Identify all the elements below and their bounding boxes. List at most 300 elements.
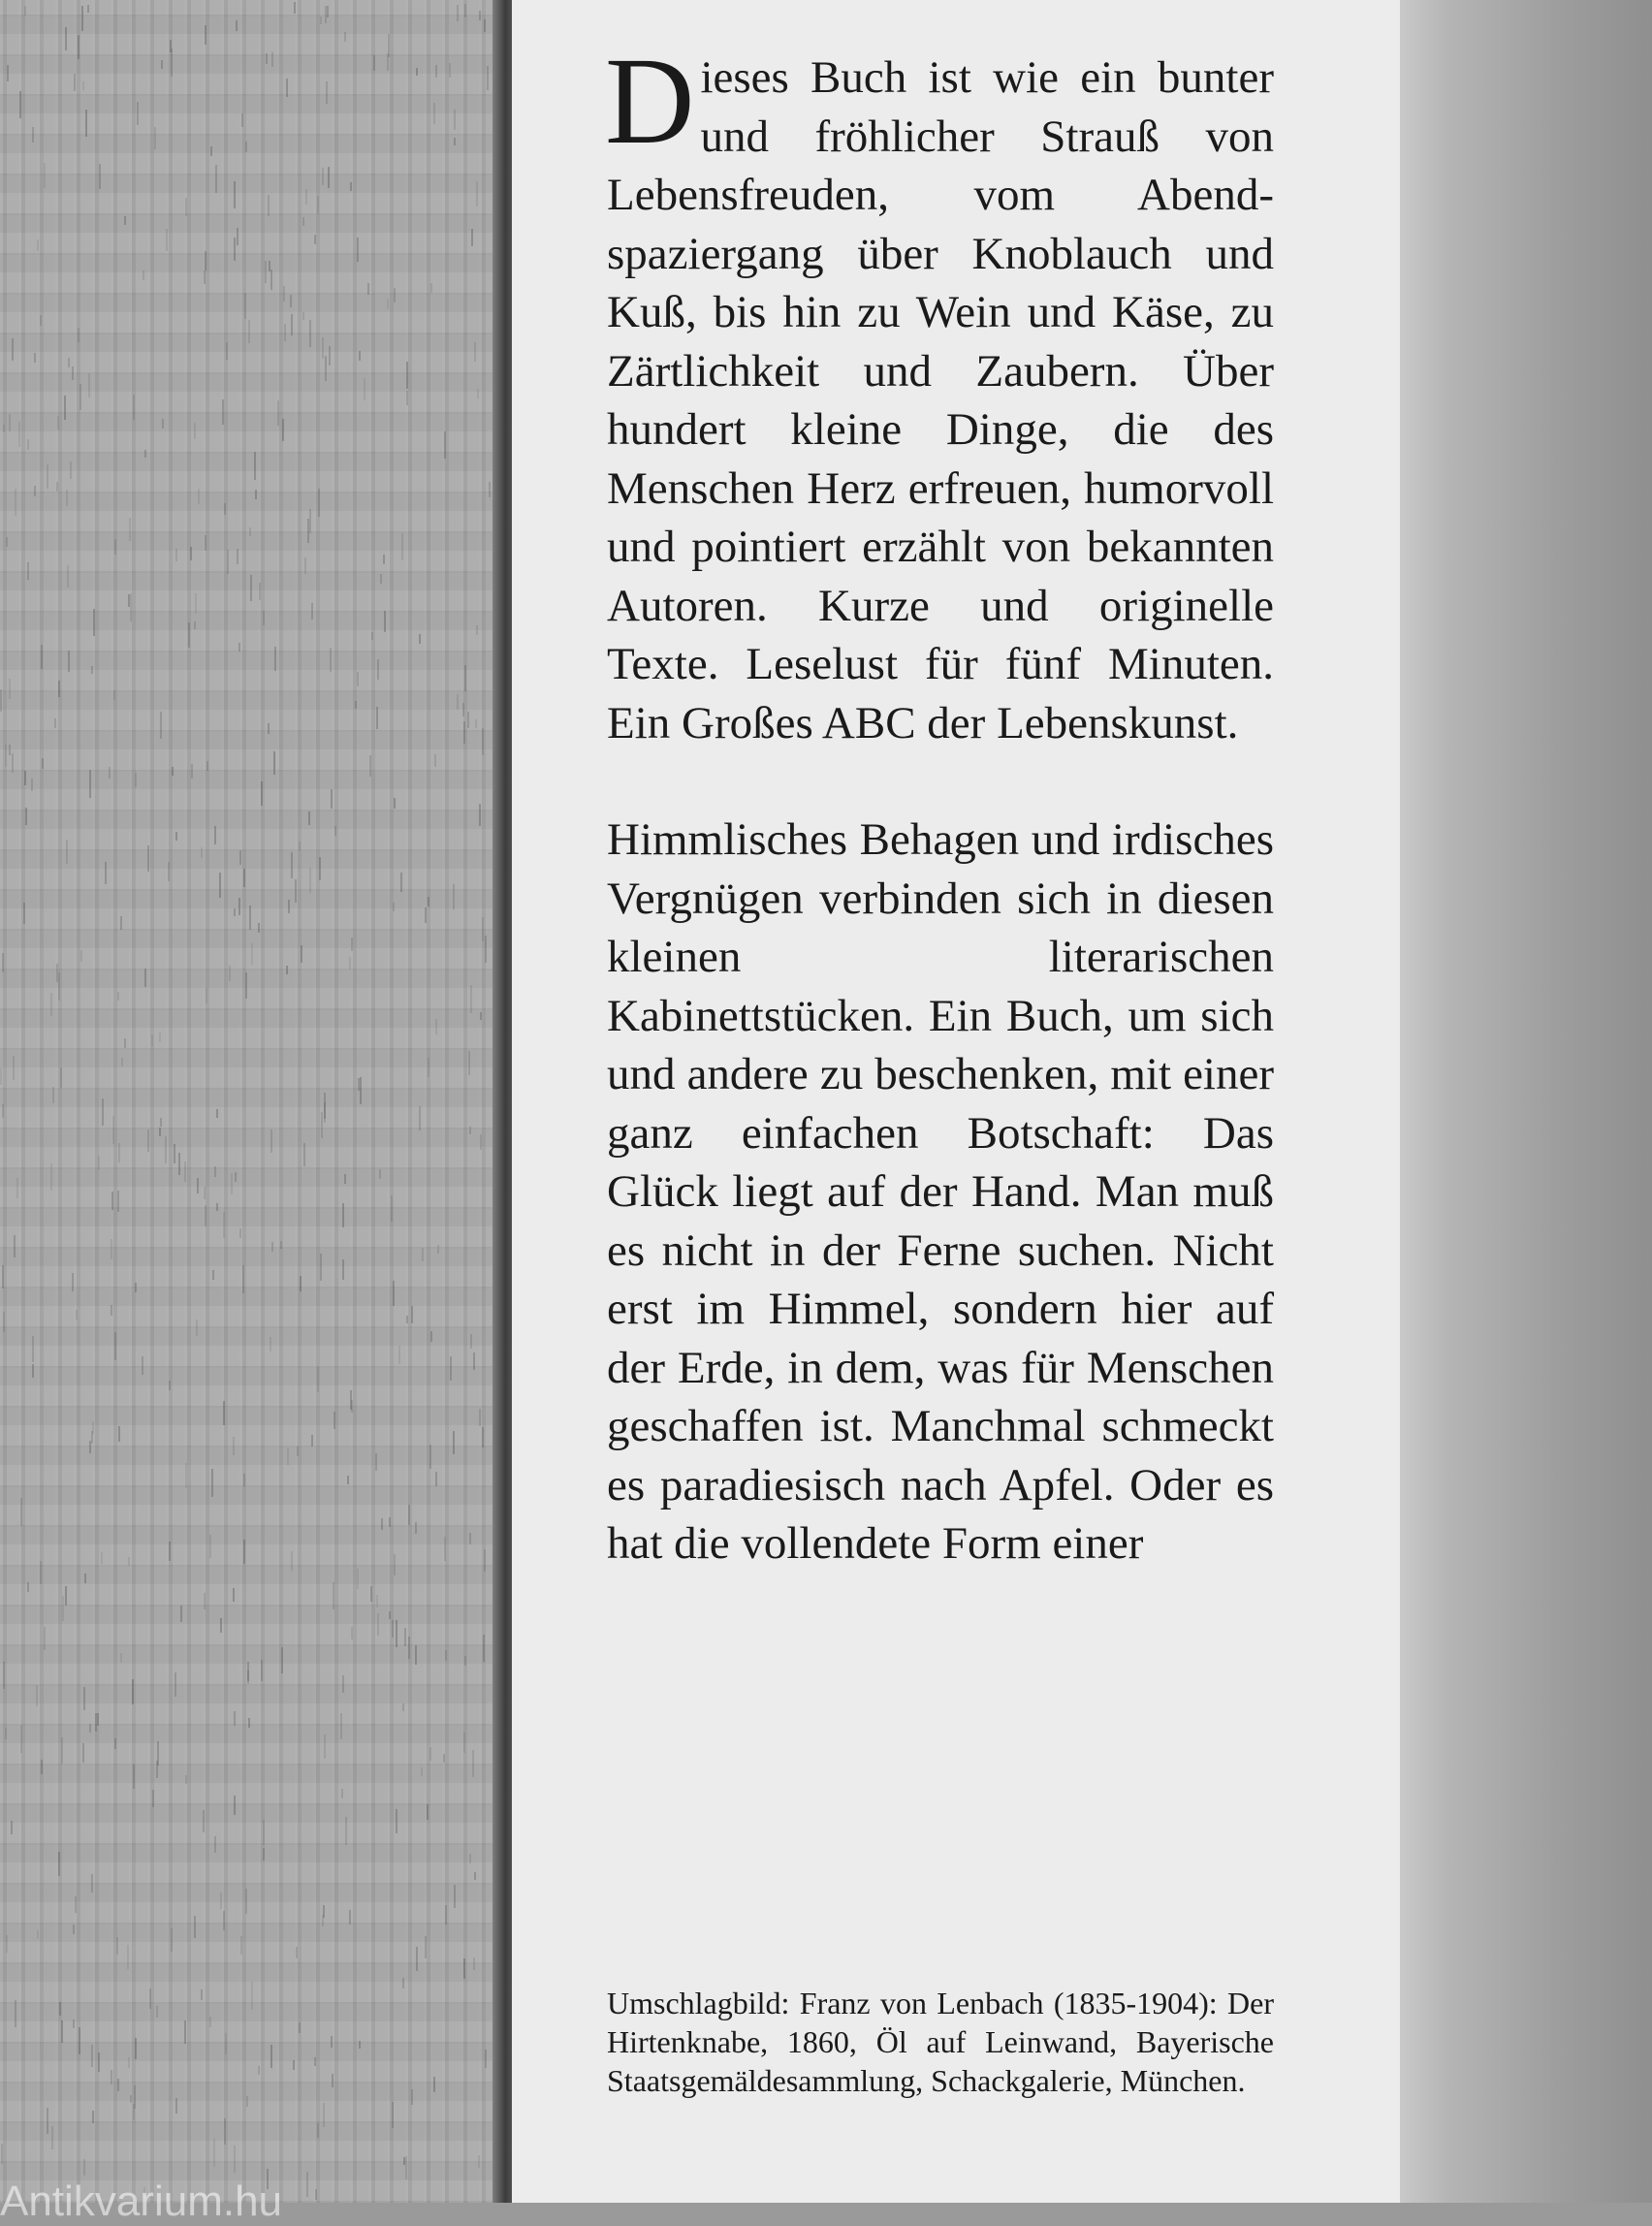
wood-grain-mark	[152, 1790, 154, 1807]
wood-grain-mark	[249, 527, 251, 536]
wood-grain-mark	[403, 2157, 405, 2165]
wood-grain-mark	[454, 1885, 456, 1908]
wood-grain-mark	[371, 632, 373, 640]
wood-grain-mark	[391, 1195, 393, 1222]
wood-grain-mark	[294, 2, 296, 14]
wood-grain-mark	[341, 1789, 343, 1798]
wood-grain-mark	[222, 399, 224, 425]
wood-grain-mark	[205, 535, 206, 551]
wood-grain-mark	[226, 342, 228, 360]
wood-grain-mark	[309, 868, 311, 893]
wood-grain-mark	[291, 314, 293, 335]
wood-grain-mark	[196, 1320, 198, 1336]
wood-grain-mark	[433, 103, 435, 124]
wood-grain-mark	[205, 1205, 206, 1226]
wood-grain-mark	[9, 745, 11, 755]
wood-grain-mark	[317, 1367, 319, 1392]
wood-grain-mark	[475, 719, 477, 728]
wood-grain-mark	[220, 1618, 222, 1633]
wood-grain-mark	[480, 1012, 482, 1020]
wood-grain-mark	[175, 832, 177, 841]
wood-grain-mark	[171, 48, 173, 77]
wood-grain-mark	[487, 66, 489, 90]
wood-grain-mark	[114, 1738, 116, 1749]
wood-grain-mark	[52, 1087, 54, 1103]
wood-grain-mark	[340, 1713, 342, 1739]
wood-grain-mark	[457, 5, 459, 21]
wood-grain-mark	[204, 1187, 206, 1199]
wood-grain-mark	[83, 2159, 85, 2176]
wood-grain-mark	[421, 1767, 423, 1776]
wood-grain-mark	[383, 555, 385, 564]
wood-grain-mark	[180, 1606, 182, 1622]
wood-grain-mark	[324, 1102, 326, 1123]
wood-grain-mark	[401, 533, 403, 560]
wood-grain-mark	[9, 414, 11, 431]
wood-grain-mark	[204, 1593, 206, 1609]
spine-shadow	[492, 0, 514, 2203]
wood-grain-mark	[463, 1733, 465, 1753]
wood-grain-mark	[178, 1153, 180, 1175]
wood-grain-mark	[445, 1650, 447, 1661]
wood-grain-mark	[435, 65, 437, 78]
wood-grain-mark	[357, 1569, 359, 1589]
wood-grain-mark	[345, 1817, 347, 1845]
wood-grain-mark	[284, 324, 286, 341]
wood-grain-mark	[91, 2045, 93, 2067]
wood-grain-mark	[299, 2022, 301, 2033]
drop-cap: D	[605, 32, 695, 170]
wood-grain-mark	[111, 2070, 112, 2084]
wood-grain-mark	[479, 11, 481, 20]
wood-grain-mark	[388, 34, 390, 57]
wood-grain-mark	[355, 701, 357, 709]
wood-grain-mark	[117, 992, 119, 1001]
wood-grain-mark	[14, 1235, 16, 1257]
wood-grain-mark	[254, 452, 256, 480]
wood-grain-mark	[165, 1136, 167, 1163]
wood-grain-mark	[406, 362, 408, 389]
wood-grain-mark	[159, 1128, 161, 1136]
wood-grain-mark	[308, 811, 310, 825]
wood-grain-mark	[214, 1836, 216, 1853]
wood-grain-mark	[286, 79, 288, 97]
wood-grain-mark	[245, 972, 247, 999]
wood-grain-mark	[435, 1019, 437, 1034]
wood-grain-mark	[175, 549, 177, 561]
wood-grain-mark	[58, 681, 60, 697]
wood-grain-mark	[198, 489, 200, 504]
wood-grain-mark	[384, 611, 386, 632]
wood-grain-mark	[306, 2172, 308, 2197]
wood-grain-mark	[349, 957, 351, 970]
wood-grain-mark	[318, 489, 320, 517]
wood-grain-mark	[350, 182, 352, 191]
wood-grain-mark	[415, 1645, 417, 1665]
wood-grain-mark	[149, 1988, 151, 2009]
wood-grain-mark	[251, 943, 253, 965]
wood-grain-mark	[470, 1334, 472, 1349]
wood-grain-mark	[7, 65, 9, 81]
wood-grain-mark	[44, 1627, 46, 1650]
wood-grain-mark	[58, 972, 60, 1001]
wood-grain-mark	[98, 2052, 100, 2072]
wood-grain-mark	[81, 6, 83, 31]
wood-grain-mark	[60, 1067, 62, 1088]
wood-grain-mark	[302, 312, 304, 320]
wood-grain-mark	[0, 1067, 2, 1085]
wood-grain-mark	[434, 754, 436, 767]
wood-grain-mark	[47, 2108, 48, 2134]
wood-grain-mark	[402, 1703, 404, 1711]
wood-grain-mark	[270, 1129, 272, 1153]
wood-grain-mark	[31, 779, 33, 791]
wood-grain-mark	[342, 1675, 344, 1693]
wood-grain-mark	[210, 146, 212, 156]
wood-grain-mark	[160, 1118, 162, 1127]
wood-grain-mark	[91, 666, 93, 674]
wood-grain-mark	[234, 2146, 236, 2173]
wood-grain-mark	[328, 167, 330, 188]
wood-grain-mark	[185, 198, 187, 216]
wood-grain-mark	[156, 2006, 158, 2018]
wood-grain-mark	[237, 228, 238, 245]
wood-grain-mark	[302, 217, 304, 226]
wood-grain-mark	[408, 1505, 410, 1525]
wood-grain-mark	[144, 969, 146, 987]
wood-grain-mark	[204, 270, 206, 284]
wood-grain-mark	[92, 2111, 94, 2123]
wood-grain-mark	[1, 2144, 3, 2164]
wood-grain-mark	[201, 847, 203, 858]
wood-grain-mark	[205, 25, 206, 45]
wood-grain-mark	[118, 1143, 120, 1162]
wood-grain-mark	[444, 431, 446, 459]
wood-grain-mark	[66, 840, 68, 864]
wood-grain-mark	[65, 27, 67, 50]
wood-grain-mark	[16, 1178, 18, 1198]
wood-grain-mark	[248, 1718, 250, 1728]
wood-grain-mark	[227, 550, 229, 574]
wood-grain-mark	[120, 916, 122, 930]
wood-grain-mark	[242, 1265, 244, 1293]
wood-grain-mark	[239, 1228, 241, 1238]
wood-grain-mark	[484, 19, 486, 32]
wood-grain-mark	[327, 6, 329, 17]
wood-grain-mark	[367, 283, 369, 295]
wood-grain-mark	[444, 1537, 446, 1561]
wood-grain-mark	[101, 1552, 103, 1564]
wood-grain-mark	[472, 1750, 474, 1777]
wood-grain-mark	[214, 826, 216, 844]
wood-grain-mark	[415, 1522, 417, 1534]
wood-grain-mark	[394, 798, 396, 809]
wood-grain-mark	[396, 1809, 397, 1833]
wood-grain-mark	[271, 1242, 273, 1252]
wood-grain-mark	[114, 1332, 116, 1360]
wood-grain-mark	[243, 1474, 245, 1486]
wood-grain-mark	[433, 2077, 435, 2092]
wood-grain-mark	[322, 337, 324, 359]
wood-grain-mark	[216, 1109, 218, 1118]
wood-grain-mark	[40, 315, 42, 326]
wood-grain-mark	[381, 1518, 383, 1530]
wood-grain-mark	[42, 758, 44, 769]
wood-grain-mark	[128, 2057, 130, 2068]
wood-grain-mark	[78, 328, 79, 342]
wood-grain-mark	[301, 945, 302, 963]
wood-grain-mark	[95, 1713, 97, 1732]
wood-grain-mark	[70, 461, 72, 479]
wood-grain-mark	[311, 1435, 313, 1447]
wood-grain-mark	[133, 1765, 135, 1789]
wood-grain-mark	[429, 1747, 431, 1761]
wood-grain-mark	[377, 1613, 379, 1636]
wood-grain-mark	[18, 422, 20, 447]
wood-grain-mark	[214, 1166, 216, 1177]
wood-grain-mark	[247, 1670, 249, 1684]
wood-grain-mark	[27, 562, 29, 580]
wood-grain-mark	[87, 5, 89, 13]
wood-grain-mark	[151, 1034, 153, 1047]
wood-grain-mark	[330, 648, 332, 672]
wood-grain-mark	[258, 2066, 260, 2075]
wood-grain-mark	[329, 346, 331, 366]
wood-grain-mark	[62, 1596, 64, 1621]
wood-grain-mark	[59, 2002, 61, 2016]
wood-grain-mark	[238, 898, 240, 915]
wood-grain-mark	[291, 852, 293, 878]
wood-grain-mark	[422, 1248, 424, 1261]
wood-grain-mark	[471, 229, 473, 246]
wood-grain-mark	[270, 1337, 271, 1352]
wood-grain-mark	[20, 1725, 22, 1753]
wood-grain-mark	[393, 903, 395, 911]
wood-grain-mark	[72, 1273, 74, 1291]
wood-grain-mark	[347, 1476, 349, 1484]
wood-grain-mark	[283, 286, 285, 302]
wood-grain-mark	[416, 68, 418, 76]
wood-grain-mark	[309, 320, 311, 347]
wood-grain-mark	[234, 1711, 236, 1726]
wood-grain-mark	[133, 395, 135, 420]
wood-grain-mark	[2, 1265, 4, 1288]
wood-grain-mark	[229, 966, 231, 981]
wood-grain-mark	[357, 672, 359, 686]
wood-grain-mark	[290, 295, 292, 307]
wood-grain-mark	[54, 718, 56, 728]
wood-grain-mark	[147, 1129, 149, 1152]
wood-grain-mark	[51, 2126, 53, 2149]
wood-grain-mark	[470, 985, 472, 1013]
wood-grain-mark	[32, 1364, 34, 1378]
wood-grain-mark	[102, 1098, 104, 1126]
wood-grain-mark	[370, 1586, 372, 1602]
wood-grain-mark	[213, 2139, 215, 2167]
wood-grain-mark	[111, 1305, 112, 1316]
wood-grain-mark	[50, 993, 52, 1016]
wood-grain-mark	[234, 181, 236, 208]
wood-grain-mark	[237, 549, 238, 564]
wood-grain-mark	[75, 1896, 77, 1913]
wood-grain-mark	[72, 366, 74, 380]
wood-grain-mark	[61, 2020, 63, 2043]
wood-grain-mark	[322, 1915, 324, 1926]
wood-grain-mark	[450, 1356, 452, 1381]
wood-grain-mark	[430, 1331, 432, 1342]
wood-grain-mark	[389, 1517, 391, 1527]
wood-grain-mark	[224, 503, 226, 515]
wood-grain-mark	[469, 1533, 471, 1544]
wood-grain-mark	[428, 1058, 429, 1077]
wood-grain-mark	[300, 1276, 302, 1291]
wood-grain-mark	[37, 239, 39, 251]
wood-grain-mark	[437, 1245, 439, 1254]
wood-grain-mark	[65, 1586, 67, 1606]
blurb-text	[605, 32, 1274, 1574]
wood-grain-mark	[121, 1058, 123, 1066]
wood-grain-mark	[485, 936, 487, 963]
wood-grain-mark	[369, 755, 371, 777]
wood-grain-mark	[359, 2041, 361, 2049]
wood-grain-mark	[317, 196, 319, 213]
wood-grain-mark	[124, 216, 126, 225]
wood-grain-mark	[3, 425, 5, 432]
wood-grain-mark	[474, 342, 476, 362]
blurb-paragraph-1	[605, 32, 1274, 752]
wood-grain-mark	[429, 1445, 431, 1469]
wood-grain-mark	[6, 1935, 8, 1953]
wood-grain-mark	[27, 1582, 29, 1592]
wood-grain-mark	[36, 1685, 38, 1706]
wood-grain-mark	[266, 53, 268, 64]
wood-grain-mark	[408, 1637, 410, 1659]
wood-grain-mark	[297, 1447, 299, 1456]
wood-grain-mark	[112, 1116, 114, 1144]
wood-grain-mark	[334, 1412, 335, 1429]
wood-grain-mark	[315, 2189, 317, 2200]
wood-grain-mark	[380, 574, 382, 584]
wood-grain-mark	[113, 690, 115, 700]
wood-grain-mark	[281, 1647, 283, 1673]
wood-grain-mark	[263, 1820, 265, 1845]
wood-grain-mark	[392, 1620, 394, 1638]
wood-grain-mark	[212, 1270, 214, 1280]
wood-grain-mark	[2, 953, 4, 972]
wood-grain-mark	[376, 707, 378, 729]
wood-grain-mark	[109, 767, 111, 779]
wood-grain-mark	[117, 2079, 119, 2091]
wood-grain-mark	[169, 1381, 171, 1390]
wood-grain-mark	[261, 1660, 263, 1681]
wood-grain-mark	[128, 1557, 130, 1566]
blurb-paragraph-1-text: ieses Buch ist wie ein bunter und fröhlicher Strauß von Lebensfreuden, vom Abendspaziergang über Knoblauch und Kuß, bis hin zu Wein und Käse, zu Zärtlichkeit und Zaubern. Über hundert kleine Dinge, die des Menschen Herz erfreuen, humorvoll und pointiert erzählt von bekannten Autoren. Kurze und originelle Texte. Leselust für fünf Minuten. Ein Großes ABC der Lebenskunst.	[607, 52, 1274, 748]
wood-grain-mark	[233, 1437, 235, 1455]
wood-grain-mark	[194, 423, 196, 439]
cover-image-credit: Umschlagbild: Franz von Lenbach (1835-1904): Der Hirtenknabe, 1860, Öl auf Leinwand, Bayerische Staatsgemäldesammlung, Schackgalerie, München.	[607, 1986, 1274, 2098]
blurb-paragraph-2: Himmlisches Behagen und irdisches Vergnügen verbinden sich in diesen kleinen literarischen Kabinettstücken. Ein Buch, um sich und andere zu beschenken, mit einer ganz einfachen Botschaft: Das Glück liegt auf der Hand. Man muß es nicht in der Ferne suchen. Nicht erst im Himmel, sondern hier auf der Erde, in dem, was für Menschen geschaffen ist. Manchmal schmeckt es paradiesisch nach Apfel. Oder es hat die vollendete Form einer	[607, 814, 1274, 1569]
wood-grain-mark	[263, 611, 265, 625]
wood-grain-mark	[0, 689, 2, 712]
wood-grain-mark	[344, 1174, 346, 1184]
wood-grain-mark	[295, 879, 297, 903]
wood-grain-mark	[79, 2027, 80, 2054]
wood-grain-mark	[93, 609, 95, 636]
wood-grain-mark	[483, 1635, 485, 1662]
wood-grain-mark	[143, 270, 144, 280]
wood-grain-mark	[130, 593, 132, 621]
wood-grain-mark	[286, 966, 288, 974]
wood-grain-mark	[419, 1106, 421, 1130]
wood-grain-mark	[91, 1874, 93, 1892]
wood-grain-mark	[32, 127, 34, 143]
wood-grain-mark	[323, 2103, 325, 2127]
wood-grain-mark	[25, 808, 27, 825]
wood-grain-mark	[411, 1306, 413, 1323]
wood-grain-mark	[270, 270, 272, 290]
wood-grain-mark	[244, 293, 246, 319]
wood-grain-mark	[245, 142, 247, 152]
wood-grain-mark	[464, 1656, 466, 1666]
wood-grain-mark	[249, 906, 251, 930]
wood-grain-mark	[68, 651, 70, 672]
wood-grain-mark	[58, 1852, 60, 1876]
wood-grain-mark	[293, 2060, 295, 2070]
wood-grain-mark	[12, 338, 14, 361]
wood-grain-mark	[50, 1163, 52, 1191]
wood-grain-mark	[134, 2085, 136, 2109]
wood-grain-mark	[24, 771, 26, 785]
wood-grain-mark	[476, 625, 478, 635]
wood-grain-mark	[185, 1463, 187, 1488]
wood-grain-mark	[68, 358, 70, 367]
wood-grain-mark	[233, 1588, 235, 1602]
wood-grain-mark	[135, 1283, 137, 1292]
wood-grain-mark	[282, 419, 284, 441]
wood-grain-mark	[9, 679, 11, 699]
wood-grain-mark	[216, 1203, 218, 1211]
wood-grain-mark	[142, 1356, 143, 1375]
wood-grain-mark	[425, 1936, 427, 1958]
wood-grain-mark	[34, 486, 36, 496]
wood-grain-mark	[251, 1982, 253, 2010]
wood-grain-mark	[89, 770, 91, 798]
wood-grain-mark	[166, 229, 168, 251]
wood-grain-mark	[15, 2000, 16, 2027]
wood-grain-mark	[73, 1924, 75, 1934]
wood-grain-mark	[191, 764, 193, 779]
wood-grain-mark	[206, 761, 208, 771]
wood-grain-mark	[89, 1724, 91, 1733]
wood-grain-mark	[161, 60, 163, 69]
wood-grain-mark	[13, 1056, 15, 1080]
wood-grain-mark	[124, 1038, 126, 1048]
wood-grain-mark	[162, 419, 164, 429]
wood-grain-mark	[130, 2095, 132, 2103]
wood-grain-mark	[416, 1947, 418, 1971]
wood-grain-mark	[375, 1453, 377, 1471]
wood-grain-mark	[291, 1551, 293, 1571]
wood-grain-mark	[175, 2098, 177, 2114]
wood-grain-mark	[206, 988, 207, 1003]
wood-grain-mark	[314, 235, 316, 244]
wood-grain-mark	[238, 643, 240, 652]
wood-grain-mark	[57, 416, 59, 429]
wood-grain-mark	[273, 751, 275, 775]
wood-grain-mark	[15, 489, 16, 516]
wood-grain-mark	[211, 1469, 213, 1497]
wood-grain-mark	[467, 712, 469, 728]
